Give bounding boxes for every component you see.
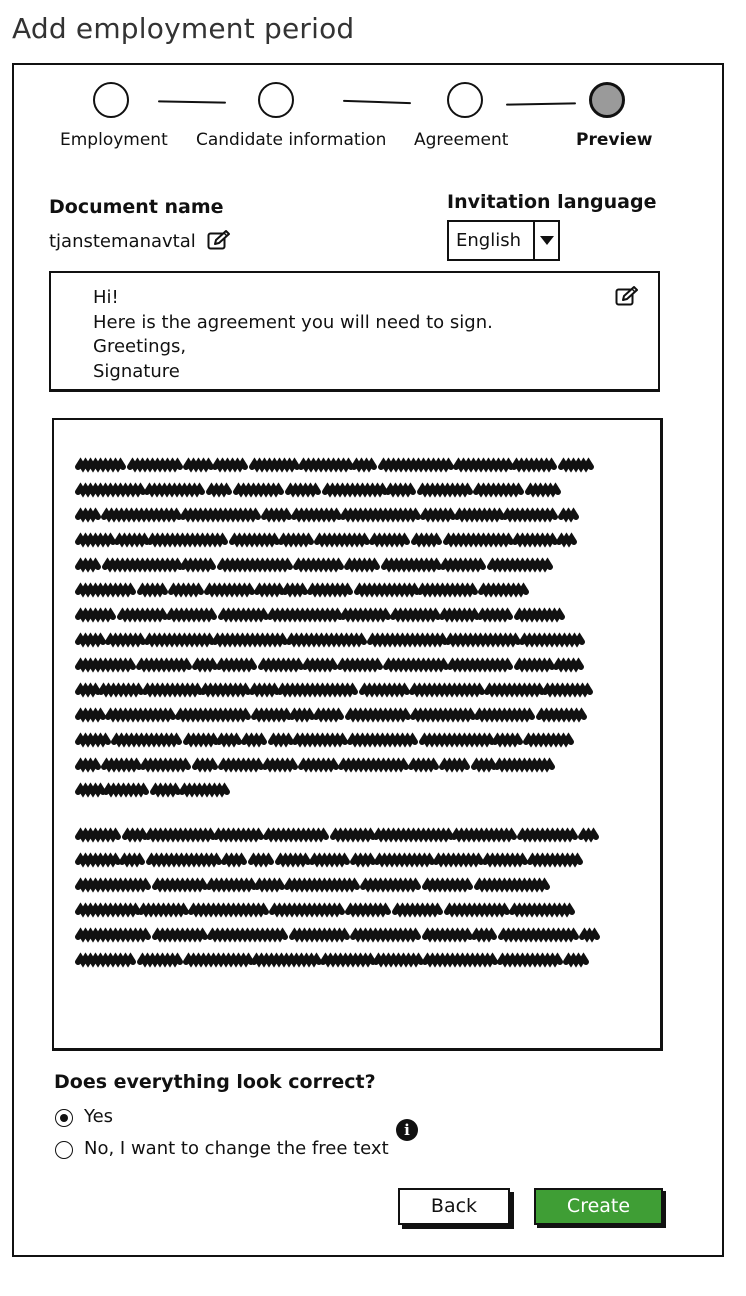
scribble-word xyxy=(252,463,297,467)
scribble-word xyxy=(78,788,103,792)
scribble-word xyxy=(183,513,258,517)
scribble-word xyxy=(78,463,123,467)
scribble-word xyxy=(178,713,248,717)
scribble-word xyxy=(104,513,179,517)
scribble-word xyxy=(78,858,118,862)
scribble-word xyxy=(141,908,186,912)
scribble-word xyxy=(171,588,201,592)
page-title: Add employment period xyxy=(12,12,355,45)
scribble-word xyxy=(104,763,139,767)
scribble-word xyxy=(559,538,574,542)
scribble-word xyxy=(501,933,576,937)
create-button[interactable]: Create xyxy=(534,1188,663,1225)
scribble-word xyxy=(261,663,301,667)
scribble-word xyxy=(377,858,432,862)
scribble-word xyxy=(420,588,475,592)
scribble-word xyxy=(414,538,439,542)
scribble-word xyxy=(78,908,138,912)
scribble-word xyxy=(372,538,407,542)
scribble-word xyxy=(191,908,266,912)
step-circle-candidate-information[interactable] xyxy=(258,82,294,118)
radio-button[interactable] xyxy=(55,1141,73,1159)
scribble-word xyxy=(236,488,281,492)
scribble-word xyxy=(343,613,388,617)
scribble-word xyxy=(219,663,254,667)
scribble-word xyxy=(108,638,143,642)
scribble-word xyxy=(207,588,252,592)
scribble-word xyxy=(420,488,470,492)
scribble-word xyxy=(78,563,98,567)
scribble-word xyxy=(78,933,148,937)
scribble-word xyxy=(520,833,575,837)
scribble-word xyxy=(78,763,98,767)
language-select[interactable] xyxy=(447,220,560,261)
scribble-word xyxy=(270,613,340,617)
caret-down-icon[interactable] xyxy=(540,236,554,245)
scribble-word xyxy=(266,833,326,837)
scribble-word xyxy=(582,933,597,937)
scribble-word xyxy=(325,488,385,492)
scribble-word xyxy=(149,858,219,862)
scribble-word xyxy=(221,613,266,617)
scribble-word xyxy=(148,833,213,837)
scribble-word xyxy=(477,883,547,887)
scribble-word xyxy=(289,638,364,642)
scribble-word xyxy=(183,563,213,567)
radio-button[interactable] xyxy=(55,1109,73,1127)
scribble-word xyxy=(457,513,502,517)
step-label-candidate-information[interactable]: Candidate information xyxy=(196,130,387,150)
scribble-word xyxy=(140,958,180,962)
scribble-word xyxy=(412,688,482,692)
radio-label-no: No, I want to change the free text xyxy=(84,1138,389,1159)
scribble-word xyxy=(545,688,590,692)
scribble-word xyxy=(147,488,202,492)
scribble-word xyxy=(411,763,436,767)
scribble-word xyxy=(422,738,492,742)
scribble-word xyxy=(376,833,451,837)
confirmation-question: Does everything look correct? xyxy=(54,1071,376,1093)
scribble-word xyxy=(474,933,494,937)
scribble-word xyxy=(182,788,227,792)
document-preview[interactable] xyxy=(52,418,663,1051)
scribble-word xyxy=(186,958,251,962)
message-line: Greetings, xyxy=(93,336,187,357)
scribble-word xyxy=(448,638,518,642)
scribble-word xyxy=(155,883,205,887)
scribble-word xyxy=(522,638,582,642)
scribble-word xyxy=(224,858,244,862)
scribble-word xyxy=(456,463,511,467)
scribble-word xyxy=(145,688,200,692)
step-circle-agreement[interactable] xyxy=(447,82,483,118)
scribble-word xyxy=(287,883,357,887)
scribble-word xyxy=(254,958,319,962)
scribble-word xyxy=(381,463,451,467)
scribble-word xyxy=(186,738,216,742)
step-label-employment[interactable]: Employment xyxy=(60,130,168,150)
scribble-word xyxy=(514,463,554,467)
scribble-word xyxy=(526,738,571,742)
scribble-word xyxy=(301,463,351,467)
select-divider xyxy=(533,222,535,259)
scribble-word xyxy=(280,688,355,692)
scribble-word xyxy=(114,738,179,742)
scribble-word xyxy=(251,858,271,862)
free-text-box[interactable] xyxy=(49,271,660,392)
scribble-word xyxy=(125,833,145,837)
scribble-word xyxy=(340,663,380,667)
language-select-value: English xyxy=(456,230,521,251)
scribble-word xyxy=(485,858,525,862)
scribble-word xyxy=(78,588,133,592)
scribble-word xyxy=(120,613,165,617)
scribble-word xyxy=(480,613,510,617)
scribble-word xyxy=(357,588,417,592)
scribble-word xyxy=(288,488,318,492)
back-button[interactable]: Back xyxy=(398,1188,510,1225)
scribble-word xyxy=(257,588,282,592)
scribble-word xyxy=(490,563,550,567)
invitation-language-label: Invitation language xyxy=(447,191,657,213)
scribble-word xyxy=(78,833,118,837)
scribble-word xyxy=(477,713,532,717)
scribble-word xyxy=(497,763,552,767)
scribble-word xyxy=(310,588,350,592)
scribble-word xyxy=(78,958,133,962)
scribble-word xyxy=(481,588,526,592)
scribble-word xyxy=(517,663,552,667)
scribble-word xyxy=(370,638,445,642)
scribble-word xyxy=(153,788,178,792)
scribble-word xyxy=(117,538,147,542)
scribble-word xyxy=(292,933,347,937)
scribble-word xyxy=(450,663,510,667)
scribble-word xyxy=(209,488,229,492)
scribble-word xyxy=(413,713,473,717)
scribble-word xyxy=(143,763,188,767)
scribble-word xyxy=(500,958,560,962)
document-name-value: tjanstemanavtal xyxy=(49,231,196,252)
scribble-word xyxy=(150,538,225,542)
message-line: Here is the agreement you will need to sign. xyxy=(93,312,493,333)
scribble-word xyxy=(78,613,113,617)
scribble-word xyxy=(122,858,142,862)
scribble-word xyxy=(505,513,555,517)
scribble-word xyxy=(395,908,440,912)
scribble-word xyxy=(443,563,483,567)
scribble-word xyxy=(446,538,511,542)
scribble-word xyxy=(341,763,406,767)
scribble-word xyxy=(436,858,481,862)
scribble-word xyxy=(130,463,180,467)
scribble-word xyxy=(348,713,408,717)
step-circle-employment[interactable] xyxy=(93,82,129,118)
scribble-word xyxy=(244,738,264,742)
scribble-word xyxy=(393,613,438,617)
scribble-word xyxy=(305,663,335,667)
scribble-word xyxy=(487,688,542,692)
scribble-word xyxy=(278,858,308,862)
scribble-word xyxy=(252,688,277,692)
scribble-word xyxy=(101,688,141,692)
scribble-word xyxy=(292,713,312,717)
scribble-word xyxy=(384,563,439,567)
scribble-word xyxy=(323,958,373,962)
document-name-label: Document name xyxy=(49,196,224,218)
scribble-word xyxy=(78,713,103,717)
scribble-word xyxy=(517,613,562,617)
scribble-word xyxy=(566,958,586,962)
message-line: Signature xyxy=(93,361,180,382)
scribble-word xyxy=(296,563,341,567)
scribble-word xyxy=(316,713,341,717)
scribble-word xyxy=(348,908,388,912)
radio-selected-dot xyxy=(60,1114,68,1122)
scribble-word xyxy=(105,563,180,567)
scribble-word xyxy=(78,488,143,492)
scribble-word xyxy=(108,713,173,717)
scribble-word xyxy=(388,488,413,492)
scribble-word xyxy=(561,463,591,467)
scribble-word xyxy=(220,563,290,567)
scribble-word xyxy=(581,833,596,837)
scribble-word xyxy=(454,833,514,837)
scribble-word xyxy=(264,513,289,517)
scribble-word xyxy=(354,463,374,467)
scribble-word xyxy=(215,638,285,642)
step-circle-preview[interactable] xyxy=(589,82,625,118)
scribble-word xyxy=(539,713,584,717)
scribble-word xyxy=(186,463,211,467)
scribble-word xyxy=(221,763,261,767)
scribble-word xyxy=(271,738,291,742)
scribble-word xyxy=(106,788,146,792)
scribble-word xyxy=(343,513,418,517)
scribble-word xyxy=(272,908,342,912)
scribble-word xyxy=(476,488,521,492)
scribble-word xyxy=(195,763,215,767)
step-label-preview[interactable]: Preview xyxy=(576,130,653,150)
scribble-word xyxy=(442,613,477,617)
step-label-agreement[interactable]: Agreement xyxy=(414,130,509,150)
scribble-word xyxy=(265,763,295,767)
scribble-word xyxy=(78,638,103,642)
scribble-word xyxy=(78,883,148,887)
scribble-word xyxy=(512,908,572,912)
scribble-word xyxy=(78,663,133,667)
scribble-word xyxy=(195,663,215,667)
scribble-word xyxy=(209,883,254,887)
info-icon[interactable]: i xyxy=(396,1119,418,1141)
scribble-word xyxy=(257,883,282,887)
scribble-word xyxy=(528,488,558,492)
scribble-word xyxy=(423,513,453,517)
scribble-word xyxy=(215,463,245,467)
scribble-word xyxy=(78,513,98,517)
scribble-word xyxy=(78,688,98,692)
scribble-word xyxy=(219,738,239,742)
scribble-word xyxy=(495,738,520,742)
scribble-word xyxy=(425,883,470,887)
scribble-word xyxy=(561,513,576,517)
scribble-word xyxy=(301,763,336,767)
scribble-word xyxy=(474,763,494,767)
scribble-word xyxy=(317,538,367,542)
scribble-word xyxy=(333,833,373,837)
scribble-word xyxy=(254,713,289,717)
scribble-word xyxy=(140,588,165,592)
scribble-word xyxy=(139,663,189,667)
scribble-word xyxy=(281,538,311,542)
scribble-word xyxy=(210,933,285,937)
scribble-text xyxy=(54,420,659,1048)
scribble-word xyxy=(216,833,261,837)
scribble-word xyxy=(169,613,214,617)
scribble-word xyxy=(376,958,421,962)
scribble-word xyxy=(294,513,339,517)
pencil-icon[interactable] xyxy=(615,285,641,311)
scribble-word xyxy=(353,858,373,862)
scribble-word xyxy=(147,638,212,642)
scribble-word xyxy=(442,763,467,767)
scribble-word xyxy=(425,933,470,937)
pencil-icon[interactable] xyxy=(207,229,233,255)
scribble-word xyxy=(556,663,581,667)
scribble-word xyxy=(203,688,248,692)
scribble-word xyxy=(353,933,418,937)
radio-label-yes: Yes xyxy=(84,1106,114,1127)
scribble-word xyxy=(363,883,418,887)
scribble-word xyxy=(362,688,407,692)
scribble-word xyxy=(78,738,108,742)
scribble-word xyxy=(447,908,507,912)
scribble-word xyxy=(515,538,555,542)
scribble-word xyxy=(295,738,345,742)
scribble-word xyxy=(530,858,580,862)
scribble-word xyxy=(386,663,446,667)
scribble-word xyxy=(425,958,495,962)
scribble-word xyxy=(347,563,377,567)
scribble-word xyxy=(312,858,347,862)
message-line: Hi! xyxy=(93,287,119,308)
scribble-word xyxy=(78,538,113,542)
scribble-word xyxy=(350,738,415,742)
scribble-word xyxy=(155,933,205,937)
scribble-word xyxy=(232,538,277,542)
scribble-word xyxy=(285,588,305,592)
